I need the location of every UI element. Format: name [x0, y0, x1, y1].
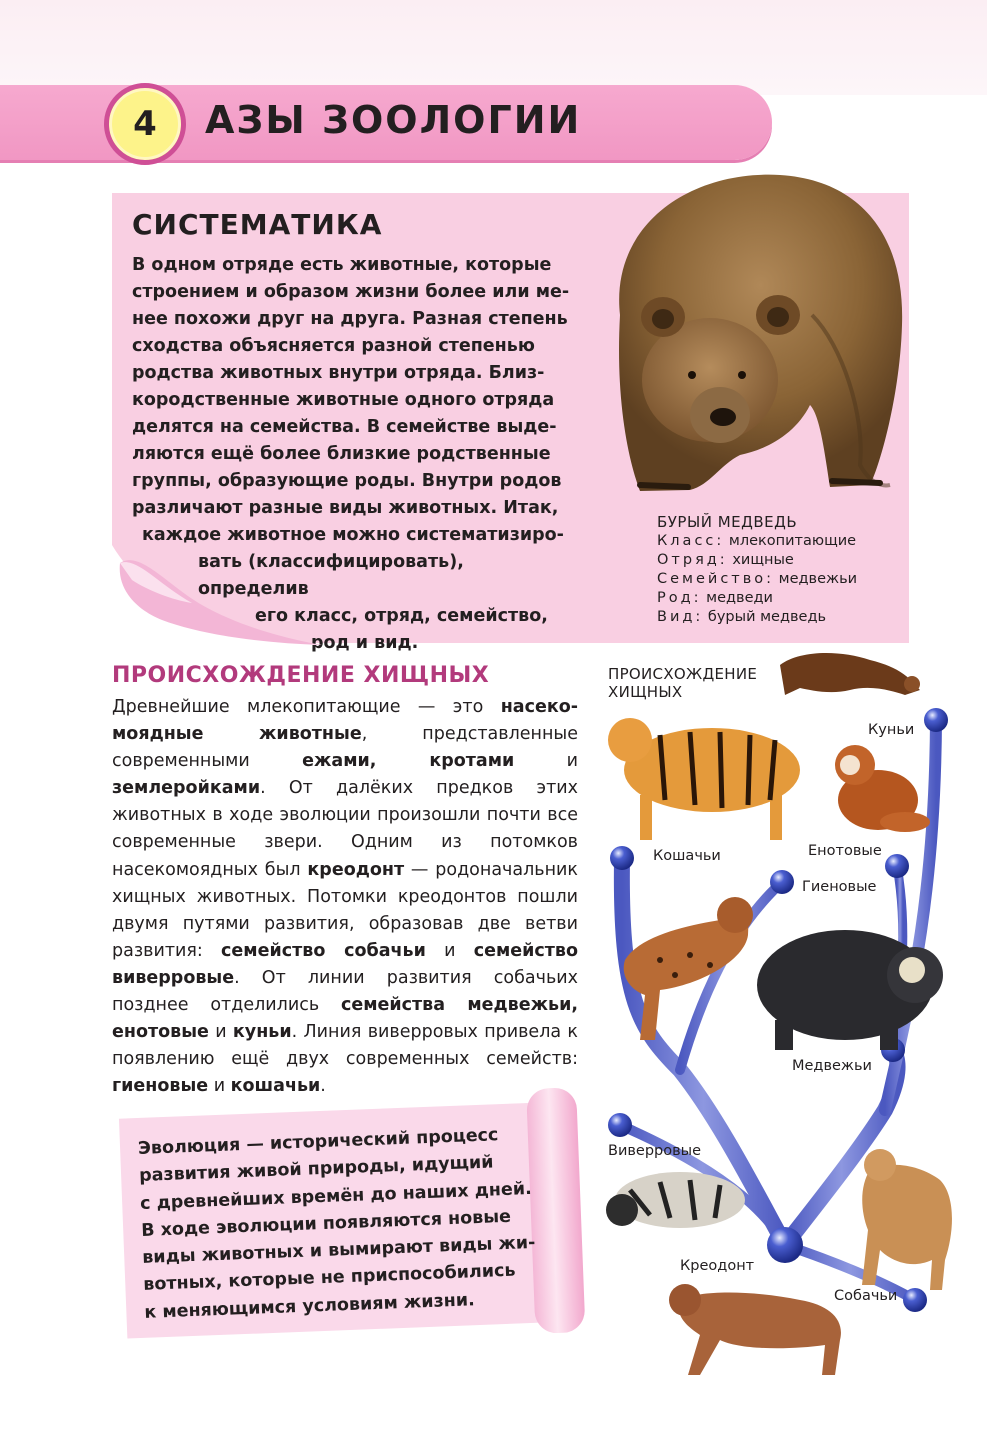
origin-bold-term: семейство собачьи	[221, 940, 426, 961]
origin-bold-term: гиеновые	[112, 1076, 209, 1097]
origin-text-segment: и	[514, 751, 578, 772]
label-kuni: Куньи	[868, 722, 915, 738]
genus-row	[657, 589, 902, 608]
label-gienovye: Гиеновые	[802, 879, 877, 895]
label-kreodont: Креодонт	[680, 1258, 755, 1274]
node-kuni	[924, 708, 948, 732]
label-viverrovye: Виверровые	[608, 1143, 702, 1159]
origin-text-segment: и	[208, 1076, 231, 1097]
creodont-illustration	[669, 1284, 841, 1375]
systematics-line: различают разные виды животных. Итак,	[132, 498, 559, 518]
node-kreodont	[767, 1227, 803, 1263]
origin-bold-term: куньи	[232, 1022, 292, 1043]
systematics-title: СИСТЕМАТИКА	[132, 208, 383, 241]
page-curl-decoration	[112, 545, 322, 645]
systematics-line: делятся на семейства. В семействе выде-	[132, 417, 557, 437]
origin-bold-term: ежами, кротами	[302, 751, 515, 772]
spectacled-bear-illustration	[757, 930, 943, 1050]
origin-bold-term: насеко-моядные животные	[112, 697, 578, 745]
origin-text-segment: . Линия виверровых привела к появлению ещё двух современных семейств:	[112, 1022, 578, 1070]
systematics-line: сходства объясняется разной степенью	[132, 336, 535, 356]
species-row	[657, 608, 902, 627]
origin-text-segment: — родоначальник хищных животных. Потомки креодонтов пошли двумя путями развития, образовав две ветви развития:	[112, 859, 578, 961]
chapter-title: АЗЫ ЗООЛОГИИ	[205, 98, 582, 142]
tree-title-line: ХИЩНЫХ	[608, 683, 683, 701]
origin-text-segment: Древнейшие млекопитающие — это	[112, 697, 501, 717]
systematics-line: каждое животное можно систематизиро-	[142, 525, 564, 545]
evolution-line: с древнейших времён до наших дней.	[139, 1178, 533, 1214]
order-row	[657, 551, 902, 570]
origin-text-segment: и	[208, 1022, 233, 1043]
class-value: млекопитающие	[728, 533, 857, 549]
evolution-note	[119, 1101, 577, 1338]
origin-text-segment: . От линии развития собачьих позднее отделились	[112, 967, 578, 1016]
label-sobachi: Собачьи	[834, 1288, 898, 1304]
evolution-tree	[595, 640, 975, 1400]
node-sobachi	[903, 1288, 927, 1312]
origin-text-segment: .	[320, 1076, 326, 1097]
systematics-line: В одном отряде есть животные, которые	[132, 255, 552, 275]
origin-bold-term: землеройками	[112, 778, 261, 799]
hyena-illustration	[624, 897, 753, 1040]
systematics-line: ляются ещё более близкие родственные	[132, 444, 551, 464]
top-band	[0, 0, 987, 95]
evolution-note-text	[138, 1121, 545, 1327]
tiger-illustration	[608, 718, 800, 840]
tree-title	[608, 665, 778, 701]
evolution-line: виды животных и вымирают виды жи-	[141, 1233, 536, 1269]
systematics-line: строением и образом жизни более или ме-	[132, 282, 570, 302]
origin-bold-term: кошачьи	[230, 1076, 321, 1097]
node-viverrovye	[608, 1113, 632, 1137]
evolution-line: развития живой природы, идущий	[138, 1152, 494, 1187]
class-row	[657, 532, 902, 551]
origin-text-segment: , представленные современными	[112, 724, 578, 772]
systematics-line: вать (классифицировать), определив	[198, 552, 464, 599]
systematics-line: род и вид.	[311, 633, 419, 653]
label-enotovye: Енотовые	[808, 843, 882, 859]
node-enotovye	[885, 854, 909, 878]
chapter-number-badge: 4	[104, 83, 186, 165]
origin-text	[112, 694, 578, 1100]
family-row	[657, 570, 902, 589]
node-gienovye	[770, 870, 794, 894]
family-label: Семейство:	[657, 571, 775, 587]
genus-value: медведи	[706, 590, 773, 606]
origin-text-segment: и	[425, 940, 474, 961]
systematics-line: кородственные животные одного отряда	[132, 390, 555, 410]
origin-text-segment: . От далёких предков этих животных в ходе эволюции произошли почти все современные звери. Одним из потомков насекомоядных был	[112, 778, 578, 880]
label-medvezhi: Медвежьи	[792, 1058, 872, 1074]
brown-bear-illustration	[580, 165, 910, 500]
class-label: Класс:	[657, 533, 725, 549]
genus-label: Род:	[657, 590, 702, 606]
label-koshachi: Кошачьи	[653, 848, 721, 864]
jackal-illustration	[862, 1149, 952, 1290]
bear-classification	[657, 513, 902, 627]
order-value: хищные	[732, 552, 794, 568]
systematics-line: его класс, отряд, семейство,	[255, 606, 548, 626]
evolution-line: к меняющимся условиям жизни.	[144, 1289, 476, 1323]
origin-bold-term: креодонт	[307, 859, 405, 880]
systematics-line: группы, образующие роды. Внутри родов	[132, 471, 562, 491]
bear-name: БУРЫЙ МЕДВЕДЬ	[657, 513, 798, 531]
red-panda-illustration	[835, 745, 930, 832]
origin-title: ПРОИСХОЖДЕНИЕ ХИЩНЫХ	[112, 663, 490, 688]
evolution-line: Эволюция — исторический процесс	[137, 1125, 499, 1159]
family-value: медвежьи	[778, 571, 858, 587]
evolution-line: В ходе эволюции появляются новые	[140, 1206, 512, 1241]
species-label: Вид:	[657, 609, 704, 625]
node-koshachi	[610, 846, 634, 870]
species-value: бурый медведь	[707, 609, 827, 625]
evolution-line: вотных, которые не приспособились	[142, 1261, 516, 1296]
origin-bold-term: семейства медвежьи, енотовые	[112, 995, 578, 1043]
origin-bold-term: семейство виверровые	[112, 940, 578, 988]
tree-title-line: ПРОИСХОЖДЕНИЕ	[608, 665, 758, 683]
civet-illustration	[606, 1172, 745, 1228]
order-label: Отряд:	[657, 552, 728, 568]
systematics-line: родства животных внутри отряда. Близ-	[132, 363, 545, 383]
marten-illustration	[780, 653, 920, 695]
systematics-line: нее похожи друг на друга. Разная степень	[132, 309, 568, 329]
